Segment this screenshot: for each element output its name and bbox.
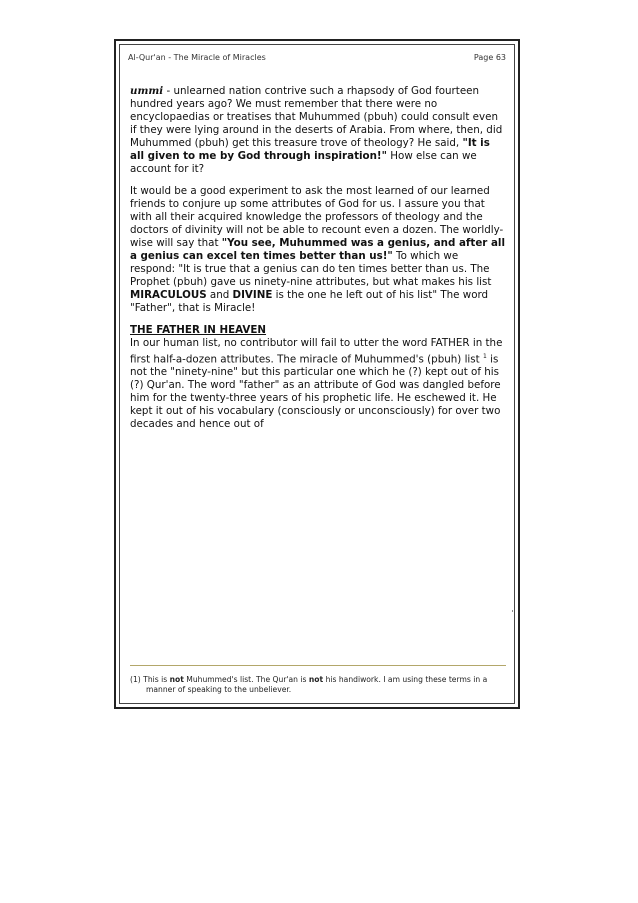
p1-bold-quote: "It is all given to me by God through inspiration!" bbox=[130, 137, 490, 162]
p3-text-1: In our human list, no contributor will fail to utter the word FATHER in the first half-a-dozen attributes. The miracle of Muhummed's (pbuh) list bbox=[130, 337, 503, 366]
page-inner-frame bbox=[119, 44, 515, 704]
paragraph-1 bbox=[130, 85, 506, 176]
fn-text-1: This is bbox=[140, 675, 170, 684]
fn-text-3: his handiwork. I am using these terms in a bbox=[323, 675, 488, 684]
footnote-divider bbox=[130, 665, 506, 666]
ummi-word: ummi bbox=[130, 85, 164, 97]
fn-bold-2: not bbox=[308, 675, 324, 684]
book-title: Al-Qur'an - The Miracle of Miracles bbox=[128, 53, 266, 62]
footnote-ref[interactable]: 1 bbox=[482, 353, 487, 360]
p2-text-2: To which we respond: "It is true that a genius can do ten times better than us. The Prophet (pbuh) gave us ninety-nine attributes, but what makes his list bbox=[130, 250, 492, 288]
p1-text-2: How else can we account for it? bbox=[130, 150, 477, 175]
page-frame bbox=[114, 39, 520, 709]
page-header bbox=[128, 53, 506, 67]
paragraph-3 bbox=[130, 324, 506, 431]
paragraph-2 bbox=[130, 185, 506, 315]
footnote-marker: (1) bbox=[130, 675, 141, 684]
page-number: Page 63 bbox=[473, 53, 506, 62]
p3-text-2: is not the "ninety-nine" but this particular one which he (?) kept out of his (?) Qur'an. The word "father" as an attribute of God was dangled before him for the twenty-three years of his prophetic life. He eschewed it. He kept it out of his vocabulary (consciously or unconsciously) for over two decades and hence out of bbox=[130, 353, 501, 431]
p2-text-1: It would be a good experiment to ask the most learned of our learned friends to conjure up some attributes of God for us. I assure you that with all their acquired knowledge the professors of theology and the doctors of divinity will not be able to recount even a dozen. The worldly-wise will say that bbox=[130, 185, 504, 249]
p2-bold-miraculous: MIRACULOUS bbox=[130, 289, 207, 301]
p2-bold-divine: DIVINE bbox=[232, 289, 273, 301]
margin-mark bbox=[512, 610, 513, 612]
footnote-line-1 bbox=[130, 675, 506, 685]
p2-text-3: and bbox=[206, 289, 233, 301]
p2-text-4: is the one he left out of his list" The word "Father", that is Miracle! bbox=[130, 289, 489, 314]
body-text bbox=[130, 85, 506, 440]
p1-text-1: - unlearned nation contrive such a rhapsody of God fourteen hundred years ago? We must remember that there were no encyclopaedias or treatises that Muhummed (pbuh) could consult even if they were lying around in the deserts of Arabia. From where, then, did Muhummed (pbuh) get this treasure trove of theology? He said, bbox=[130, 85, 503, 149]
footnote bbox=[130, 675, 506, 695]
section-heading: THE FATHER IN HEAVEN bbox=[130, 324, 267, 336]
p2-bold-quote: "You see, Muhummed was a genius, and after all a genius can excel ten times better than us!" bbox=[130, 237, 505, 262]
footnote-line-2: manner of speaking to the unbeliever. bbox=[146, 685, 292, 694]
fn-text-2: Muhummed's list. The Qur'an is bbox=[183, 675, 309, 684]
fn-bold-1: not bbox=[169, 675, 184, 684]
